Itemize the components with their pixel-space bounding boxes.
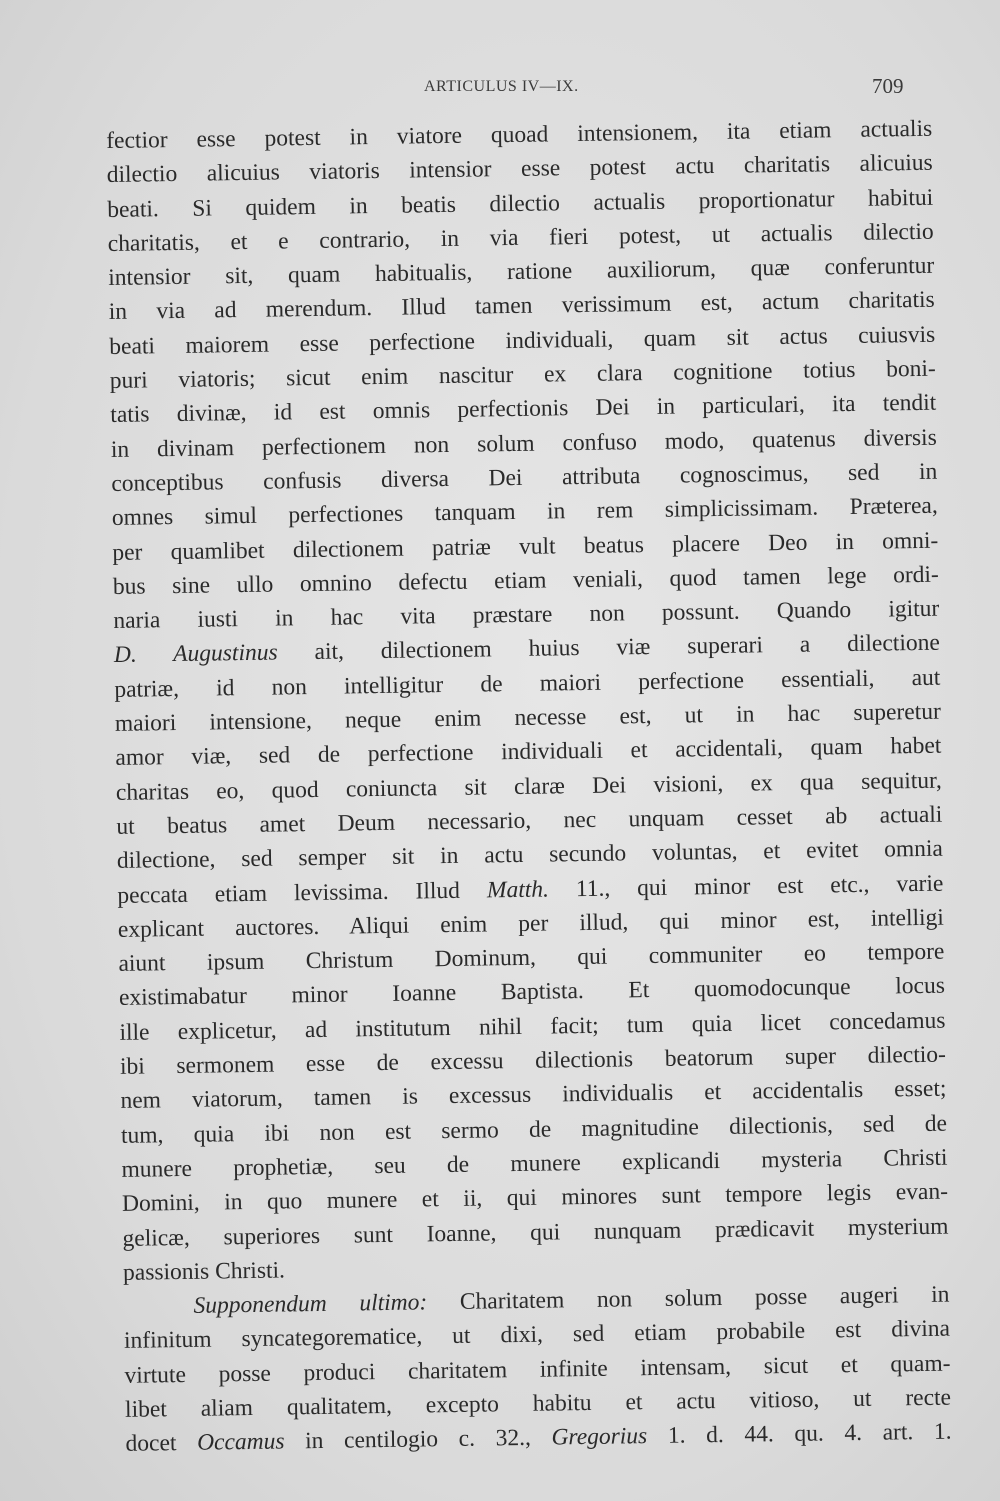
text-segment: Charitatem non solum posse augeri in: [427, 1281, 950, 1316]
text-segment: in divinam perfectionem non solum confuso modo, quatenus diversis: [110, 424, 937, 463]
text-segment: maiori intensione, neque enim necesse est, ut in hac superetur: [114, 698, 942, 737]
text-segment: peccata etiam levissima. Illud: [117, 876, 488, 909]
running-title: ARTICULUS IV—IX.: [424, 78, 579, 95]
italic-reference: Occamus: [196, 1428, 285, 1457]
text-segment: intensior sit, quam habitualis, ratione auxiliorum, quæ conferuntur: [108, 252, 935, 292]
text-segment: in centilogio c. 32.,: [284, 1424, 552, 1455]
text-segment: 1. d. 44. qu. 4. art. 1.: [647, 1418, 952, 1450]
text-segment: ille explicetur, ad institutum nihil facit; tum quia licet concedamus: [119, 1007, 946, 1046]
text-segment: dilectione, sed semper sit in actu secundo voluntas, et evitet omnia: [116, 835, 944, 875]
page-number: 709: [872, 74, 904, 98]
text-segment: per quamlibet dilectionem patriæ vult beatus placere Deo in omni-: [112, 527, 939, 566]
text-segment: ut beatus amet Deum necessario, nec unquam cesset ab actuali: [116, 801, 943, 840]
italic-reference: Supponendum ultimo:: [193, 1289, 428, 1319]
text-segment: aiunt ipsum Christum Dominum, qui communiter eo tempore: [118, 938, 945, 978]
text-segment: dilectio alicuius viatoris intensior esse potest actu charitatis alicuius: [106, 150, 933, 189]
text-segment: naria iusti in hac vita præstare non possunt. Quando igitur: [113, 595, 940, 635]
italic-reference: Matth.: [486, 876, 550, 903]
text-segment: gelicæ, superiores sunt Ioanne, qui nunquam prædicavit mysterium: [122, 1213, 949, 1252]
text-segment: ibi sermonem esse de excessu dilectionis beatorum super dilectio-: [119, 1041, 947, 1080]
text-segment: libet aliam qualitatem, excepto habitu et actu vitioso, ut recte: [124, 1384, 952, 1423]
text-segment: amor viæ, sed de perfectione individuali et accidentali, quam habet: [115, 733, 942, 772]
text-segment: tum, quia ibi non est sermo de magnitudine dilectionis, sed de: [120, 1110, 948, 1149]
text-segment: nem viatorum, tamen is excessus individualis et accidentalis esset;: [120, 1075, 947, 1115]
text-segment: patriæ, id non intelligitur de maiori perfectione essentiali, aut: [114, 664, 941, 703]
text-segment: passionis Christi.: [122, 1257, 286, 1286]
italic-reference: Gregorius: [551, 1423, 648, 1451]
text-segment: munere prophetiæ, seu de munere explicandi mysteria Christi: [121, 1144, 948, 1183]
text-segment: 11., qui minor est etc., varie: [548, 870, 944, 903]
text-segment: puri viatoris; sicut enim nascitur ex clara cognitione totius boni-: [109, 355, 936, 395]
body-text: [106, 112, 952, 1462]
text-segment: tatis divinæ, id est omnis perfectionis Dei in particulari, ita tendit: [110, 390, 937, 429]
text-segment: beati maiorem esse perfectione individuali, quam sit actus cuiusvis: [109, 321, 936, 360]
text-segment: beati. Si quidem in beatis dilectio actualis proportionatur habitui: [107, 184, 934, 223]
running-head: [0, 74, 1000, 104]
text-segment: virtute posse produci charitatem infinite intensam, sicut et quam-: [124, 1350, 951, 1389]
text-segment: conceptibus confusis diversa Dei attributa cognoscimus, sed in: [111, 458, 938, 497]
text-segment: omnes simul perfectiones tanquam in rem simplicissimam. Præterea,: [111, 492, 938, 532]
text-segment: charitas eo, quod coniuncta sit claræ Dei visioni, ex qua sequitur,: [115, 767, 943, 806]
text-segment: bus sine ullo omnino defectu etiam veniali, quod tamen lege ordi-: [112, 561, 939, 600]
text-segment: charitatis, et e contrario, in via fieri potest, ut actualis dilectio: [107, 218, 934, 257]
text-segment: in via ad merendum. Illud tamen verissimum est, actum charitatis: [108, 287, 935, 326]
italic-reference: D. Augustinus: [113, 639, 278, 669]
text-segment: fectior esse potest in viatore quoad intensionem, ita etiam actualis: [106, 115, 933, 154]
text-segment: docet: [125, 1430, 198, 1458]
text-segment: ait, dilectionem huius viæ superari a dilectione: [277, 630, 941, 666]
text-segment: existimabatur minor Ioanne Baptista. Et quomodocunque locus: [118, 973, 946, 1012]
text-segment: explicant auctores. Aliqui enim per illud, qui minor est, intelligi: [117, 904, 945, 943]
text-segment: Domini, in quo munere et ii, qui minores sunt tempore legis evan-: [121, 1178, 949, 1218]
text-segment: infinitum syncategorematice, ut dixi, sed etiam probabile est divina: [123, 1316, 951, 1355]
